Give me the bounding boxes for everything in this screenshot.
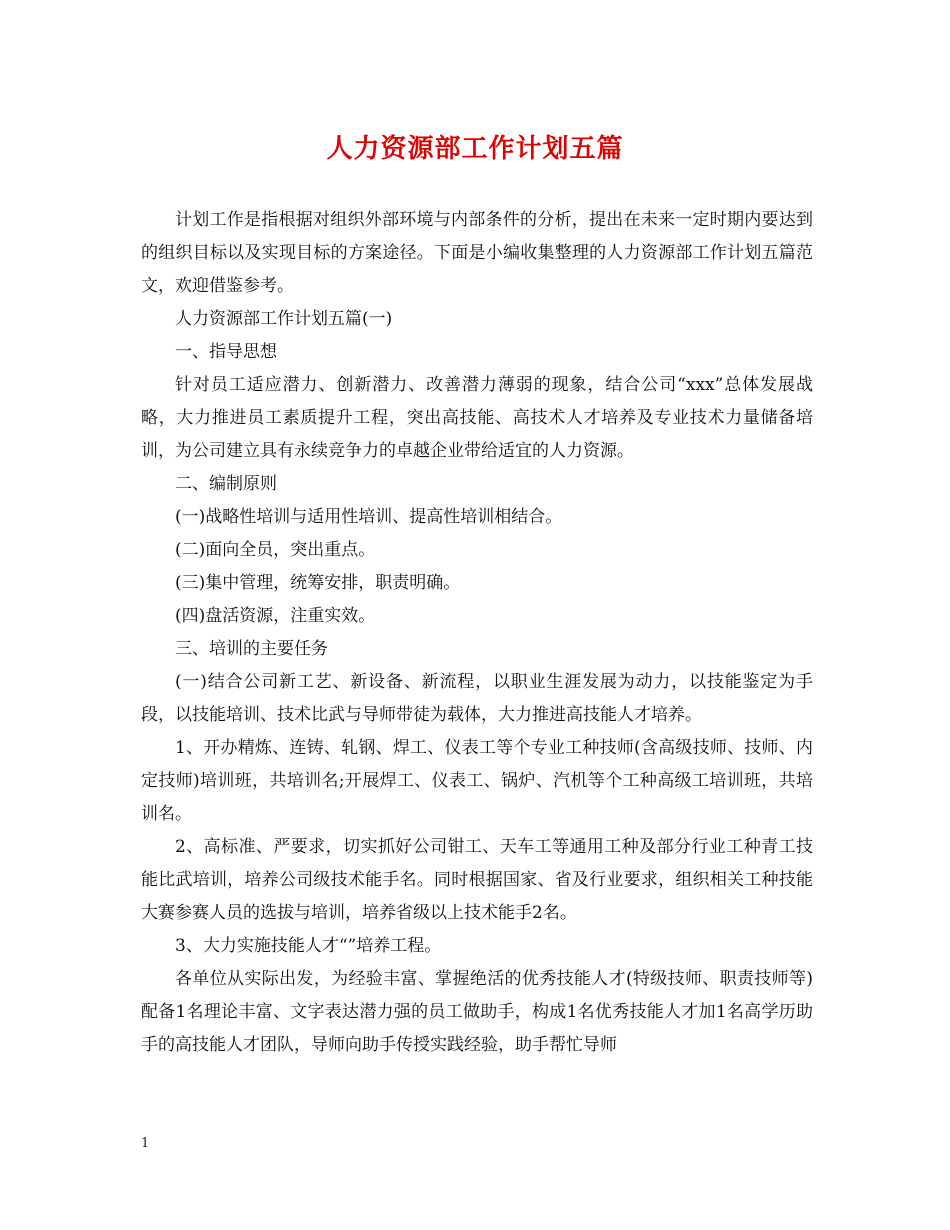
list-item: (一)战略性培训与适用性培训、提高性培训相结合。 — [175, 507, 563, 527]
paragraph: 针对员工适应潜力、创新潜力、改善潜力薄弱的现象，结合公司“xxx”总体发展战略，大力推进员工素质提升工程，突出高技能、高技术人才培养及专业技术力量储备培训，为公司建立具有永续竞争力的卓越企业带给适宜的人力资源。 — [141, 375, 813, 461]
section-heading: 二、编制原则 — [175, 474, 277, 494]
section-heading: 一、指导思想 — [175, 342, 277, 362]
section-heading: 人力资源部工作计划五篇(一) — [175, 309, 393, 329]
paragraph: 3、大力实施技能人才“”培养工程。 — [175, 936, 442, 956]
list-item: (三)集中管理，统筹安排，职责明确。 — [175, 573, 461, 593]
document-body — [141, 204, 813, 1062]
paragraph: 各单位从实际出发，为经验丰富、掌握绝活的优秀技能人才(特级技师、职责技师等)配备1名理论丰富、文字表达潜力强的员工做助手，构成1名优秀技能人才加1名高学历助手的高技能人才团队，导师向助手传授实践经验，助手帮忙导师 — [141, 969, 813, 1055]
paragraph: 2、高标准、严要求，切实抓好公司钳工、天车工等通用工种及部分行业工种青工技能比武培训，培养公司级技术能手名。同时根据国家、省及行业要求，组织相关工种技能大赛参赛人员的选拔与培训，培养省级以上技术能手2名。 — [141, 837, 813, 923]
paragraph: 计划工作是指根据对组织外部环境与内部条件的分析，提出在未来一定时期内要达到的组织目标以及实现目标的方案途径。下面是小编收集整理的人力资源部工作计划五篇范文，欢迎借鉴参考。 — [141, 210, 813, 296]
page-number: 1 — [141, 1136, 150, 1151]
document-title: 人力资源部工作计划五篇 — [326, 134, 624, 164]
paragraph: 1、开办精炼、连铸、轧钢、焊工、仪表工等个专业工种技师(含高级技师、技师、内定技师)培训班，共培训名;开展焊工、仪表工、锅炉、汽机等个工种高级工培训班，共培训名。 — [141, 738, 813, 824]
list-item: (二)面向全员，突出重点。 — [175, 540, 376, 560]
paragraph: (一)结合公司新工艺、新设备、新流程，以职业生涯发展为动力，以技能鉴定为手段，以技能培训、技术比武与导师带徒为载体，大力推进高技能人才培养。 — [141, 672, 813, 725]
list-item: (四)盘活资源，注重实效。 — [175, 606, 376, 626]
section-heading: 三、培训的主要任务 — [175, 639, 328, 659]
